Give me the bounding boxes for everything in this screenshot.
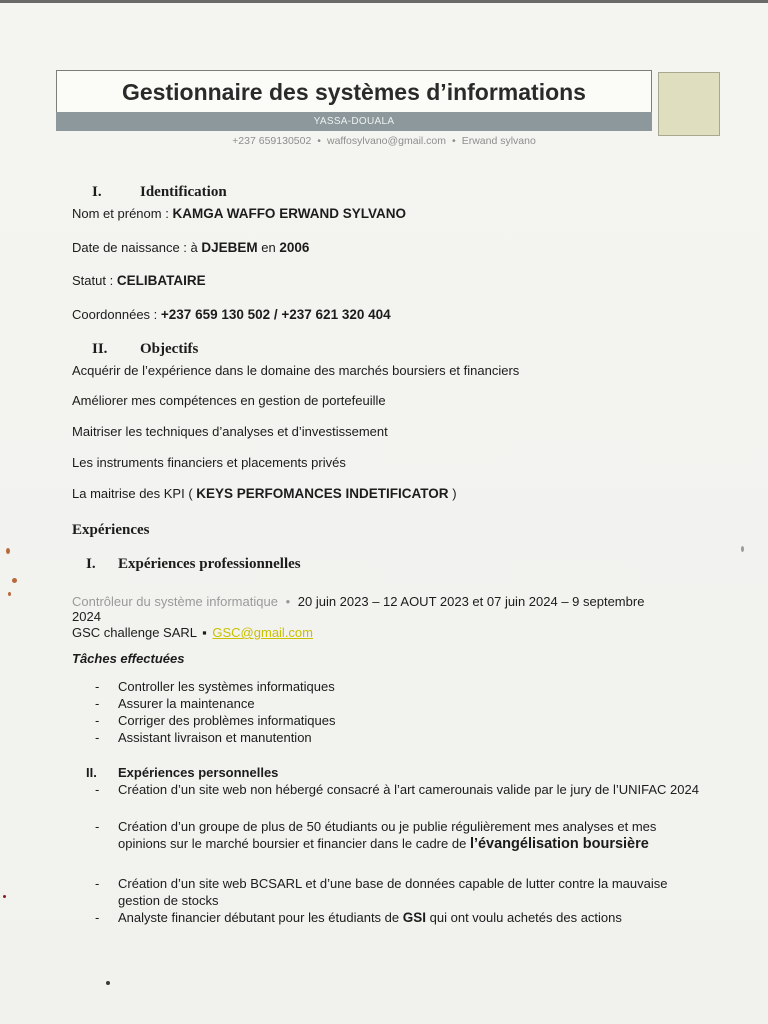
scan-speck (741, 546, 744, 552)
section-number: II. (86, 765, 97, 780)
contact-email: waffosylvano@gmail.com (326, 135, 446, 147)
bullet-dash: - (95, 782, 100, 797)
separator-dot-icon: • (452, 135, 456, 147)
section-title-professional: Expériences professionnelles (118, 556, 301, 572)
identity-name-label: Nom et prénom : (72, 206, 169, 221)
section-number: II. (92, 341, 108, 357)
kpi-prefix: La maitrise des KPI ( (72, 486, 193, 501)
task-item: Corriger des problèmes informatiques (118, 713, 336, 728)
section-number: I. (92, 184, 102, 200)
identity-status-line (72, 273, 206, 288)
personal-item-text: Création d’un site web BCSARL et d’une base de données capable de lutter contre la mauvaise gestion de stocks (118, 876, 668, 908)
scan-speck (3, 895, 6, 898)
separator-dot-icon: • (317, 135, 321, 147)
job-company: GSC challenge SARL (72, 625, 197, 640)
task-item: Controller les systèmes informatiques (118, 679, 335, 694)
identity-birth-place: DJEBEM (201, 240, 258, 255)
scan-speck (8, 592, 11, 596)
photo-placeholder (658, 72, 720, 136)
scan-speck (6, 548, 10, 554)
bullet-dash: - (95, 679, 100, 694)
identity-status-label: Statut : (72, 273, 114, 288)
job-dates: 20 juin 2023 – 12 AOUT 2023 et 07 juin 2024 – 9 septembre (297, 594, 645, 609)
objective-item: Maitriser les techniques d’analyses et d’investissement (72, 424, 388, 439)
identity-name-line (72, 206, 406, 221)
identity-coords-label: Coordonnées : (72, 307, 158, 322)
personal-item-prefix: Analyste financier débutant pour les étudiants de (118, 910, 400, 925)
personal-item (118, 782, 703, 799)
contact-line (0, 135, 768, 147)
identity-birth-year: 2006 (279, 240, 310, 255)
task-item: Assurer la maintenance (118, 696, 255, 711)
scan-speck (106, 981, 110, 985)
identity-birth-label: Date de naissance : à (72, 240, 198, 255)
kpi-suffix: ) (452, 486, 457, 501)
job-dates-year: 2024 (72, 609, 101, 624)
objective-item: Améliorer mes compétences en gestion de portefeuille (72, 393, 386, 408)
identity-name-value: KAMGA WAFFO ERWAND SYLVANO (172, 206, 406, 221)
bullet-dash: - (95, 910, 100, 925)
personal-item (118, 819, 708, 852)
header-location: YASSA-DOUALA (313, 116, 395, 127)
scan-edge (0, 0, 768, 3)
job-company-line (72, 625, 313, 640)
bullet-dash: - (95, 713, 100, 728)
bullet-dash: - (95, 876, 100, 891)
header-title-box (56, 70, 652, 114)
header-band (56, 112, 652, 131)
objective-item: Acquérir de l’expérience dans le domaine des marchés boursiers et financiers (72, 363, 520, 378)
identity-coords-value: +237 659 130 502 / +237 621 320 404 (160, 307, 391, 322)
personal-item-text: Création d’un site web non hébergé consacré à l’art camerounais valide par le jury de l’UNIFAC 2024 (118, 782, 699, 797)
bullet-dash: - (95, 730, 100, 745)
objective-item-kpi (72, 486, 457, 501)
bullet-dash: - (95, 819, 100, 834)
job-role-line (72, 594, 644, 609)
separator-square-icon: ▪ (202, 625, 207, 640)
separator-dot-icon: • (285, 594, 291, 609)
personal-item-text: Création d’un groupe de plus de 50 étudiants ou je publie régulièrement mes analyses et mes opinions sur le marché boursier et financier dans le cadre de (118, 819, 657, 851)
section-title-objectifs: Objectifs (140, 341, 199, 357)
section-title-experiences: Expériences (72, 522, 150, 538)
kpi-bold: KEYS PERFOMANCES INDETIFICATOR (196, 486, 449, 501)
job-role: Contrôleur du système informatique (72, 594, 278, 609)
page-title: Gestionnaire des systèmes d’informations (122, 79, 586, 105)
personal-item (118, 876, 703, 909)
bullet-dash: - (95, 696, 100, 711)
personal-item (118, 910, 622, 925)
task-item: Assistant livraison et manutention (118, 730, 312, 745)
identity-coords-line (72, 307, 391, 322)
tasks-title: Tâches effectuées (72, 651, 185, 666)
objective-item: Les instruments financiers et placements privés (72, 455, 346, 470)
contact-name: Erwand sylvano (461, 135, 536, 147)
job-company-email-link[interactable]: GSC@gmail.com (212, 625, 313, 640)
section-title-personal: Expériences personnelles (118, 765, 279, 780)
identity-status-value: CELIBATAIRE (116, 273, 206, 288)
section-title-identification: Identification (140, 184, 227, 200)
contact-phone: +237 659130502 (232, 135, 312, 147)
scan-speck (12, 578, 17, 583)
section-number: I. (86, 556, 96, 572)
identity-birth-line (72, 240, 309, 255)
personal-item-suffix: qui ont voulu achetés des actions (429, 910, 622, 925)
personal-item-bold: l’évangélisation boursière (469, 835, 649, 852)
identity-birth-mid: en (261, 240, 276, 255)
personal-item-bold: GSI (402, 910, 427, 925)
